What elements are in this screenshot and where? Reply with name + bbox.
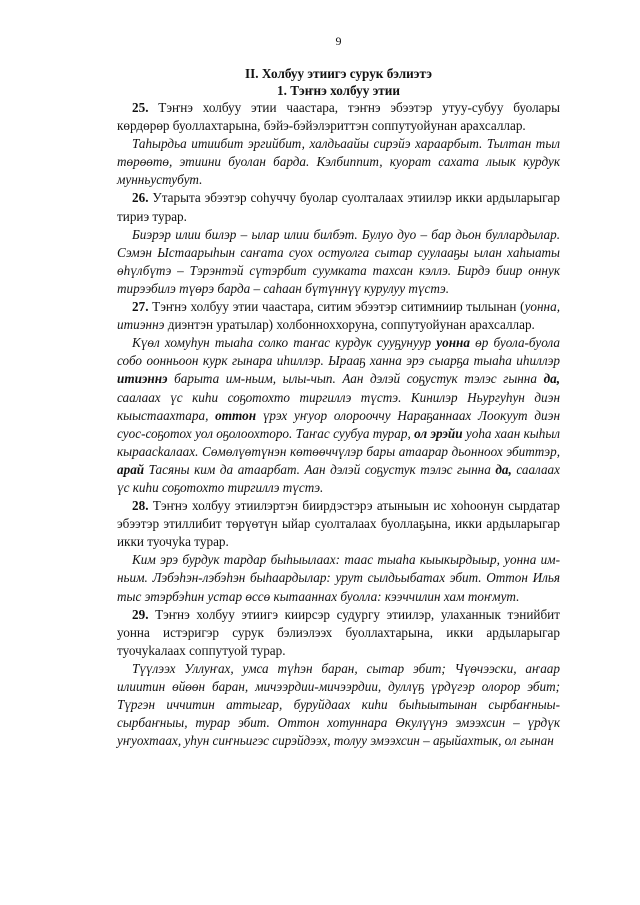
- example-text: Күөл хомуһун тыаһа солко таҥас курдук сууҕунуур: [132, 335, 437, 351]
- example-text: уоһа хаан кыһыл кыраасkалаах. Сөмөлүөтүнэн көтөөччүлэр бары атаарар дьонноох эбиттэр,: [117, 425, 561, 459]
- example-28: Ким эрэ бурдук тардар быһыылаах: таас тыаһа кыыкырдыыр, уонна им-ньим. Лэбэһэн-лэбэһэн быһаардылар: урут сылдьыбатах эбит. Оттон Илья тыс этэрбэһин устар өссө кытааннах буолла: кээччилин хам тоҥмут.: [117, 552, 560, 604]
- rule-italic-words: уонна, итиэннэ: [117, 299, 560, 333]
- section-title: II. Холбуу этиигэ сурук бэлиэтэ: [245, 66, 432, 81]
- subsection-title: 1. Тэҥнэ холбуу этии: [277, 83, 400, 98]
- example-27: [117, 334, 560, 497]
- example-text: үрэх уҥуор олорооччу Нараҕаннаах Лоокуут диэн суос-соҕотох уол оҕолоохторо. Таҥас суубуа турар,: [117, 407, 560, 441]
- rule-text: Тэҥнэ холбуу этиилэртэн биирдэстэрэ атыныын ис хоһоонун сырдатар эбээтэр этиллибит төрүөтүн ыйар суолталаах буоллаҕына, икки ардыларыгар икки туочуkа турар.: [117, 498, 560, 550]
- example-text: саалаах үс киһи соҕотохто тиргиллэ түстэ.: [117, 461, 560, 495]
- rule-text: Тэҥнэ холбуу этии чаастара, тэҥнэ эбээтэр утуу-субуу буолары көрдөрөр буоллахтарына, бэйэ-бэйэлэриттэн соппутуойунан арахсаллар.: [117, 100, 560, 134]
- example-29: Түүлээх Уллуҥах, умса түһэн баран, сытар эбит; Чүөчээски, аҥаар илиитин өйөөн баран, мичээрдии-мичээрдии, дуллүҕ үрдүгэр олорор эбит; Түргэн иччитин аттыгар, буруйдаах киһи быһыытынан сырбаҥныы-сырбаҥныы, турар эбит. Оттон хотуннара Өкулүүнэ эмээхсин – үрдүк уҥуохтаах, уһун сиҥньигэс сирэйдээх, толуу эмээхсин – аҕыйахтык, ол гынан: [117, 660, 560, 749]
- highlighted-conjunction: да,: [543, 371, 560, 387]
- rule-text: Тэҥнэ холбуу этиигэ киирсэр судургу этиилэр, улаханнык тэнийбит уонна истэригэр сурук бэлиэлээх буоллахтарына, икки ардыларыгар туочуkалаах соппутуой турар.: [117, 606, 560, 658]
- highlighted-conjunction: оттон: [215, 407, 257, 423]
- rule-number: 27.: [132, 299, 149, 315]
- highlighted-conjunction: арай: [117, 461, 145, 477]
- example-text: барыта им-ньим, ылы-чып. Аан дэлэй соҕустук тэлэс гынна: [167, 371, 544, 387]
- rule-27: [117, 298, 560, 334]
- document-page: [117, 34, 560, 750]
- rule-25: [117, 99, 560, 135]
- rule-number: 25.: [132, 100, 149, 115]
- example-text: саалаах үс киһи соҕотохто тиргиллэ түстэ. Кинилэр Ньургуһун диэн кыыстаахтара,: [117, 389, 560, 423]
- rule-29: [117, 606, 560, 660]
- rule-28: [117, 497, 560, 551]
- example-text: Тасяны ким да атаарбат. Аан дэлэй соҕустук тэлэс гынна: [144, 461, 496, 477]
- rule-text: диэнтэн уратылар) холбонноххоруна, соппутуойунан арахсаллар.: [164, 317, 535, 333]
- highlighted-conjunction: уонна: [436, 335, 470, 351]
- rule-number: 29.: [132, 606, 149, 622]
- rule-text: Утарыта эбээтэр соһуччу буолар суолталаах этиилэр икки ардыларыгар тириэ турар.: [117, 190, 560, 224]
- example-text: өр буола-буола собо оонньоон курк гынара иһиллэр. Ырааҕ ханна эрэ сыарҕа тыаһа иһиллэр: [117, 335, 561, 369]
- highlighted-conjunction: итиэннэ: [117, 371, 168, 387]
- highlighted-conjunction: ол эрэйи: [414, 425, 463, 441]
- rule-text: Тэҥнэ холбуу этии чаастара, ситим эбээтэр ситимниир тылынан (: [148, 299, 525, 315]
- example-25: Таһырдьа итиибит эргийбит, халдьаайы сирэйэ хараарбыт. Тылтан тыл төрөөтө, этиини буолан барда. Кэлбиппит, куорат сахата лыык курдук мунньустубут.: [117, 136, 560, 188]
- rule-26: [117, 189, 560, 225]
- rule-number: 28.: [132, 498, 149, 514]
- example-26: Биэрэр илии билэр – ылар илии билбэт. Булуо дуо – бар дьон буллардылар. Сэмэн Ыстаарыһын саҥата суох остуолга сытар суулааҕы ылан хаһыаты өһүлбүтэ – Тэрэнтэй сүтэрбит суумката тахсан кэллэ. Бирдэ биир оннук тирээбилэ түөрэ барда – саһаан бүтүннүү курулуу түстэ.: [117, 226, 560, 296]
- highlighted-conjunction: да,: [495, 461, 512, 477]
- page-number: 9: [335, 34, 342, 48]
- rule-number: 26.: [132, 190, 149, 206]
